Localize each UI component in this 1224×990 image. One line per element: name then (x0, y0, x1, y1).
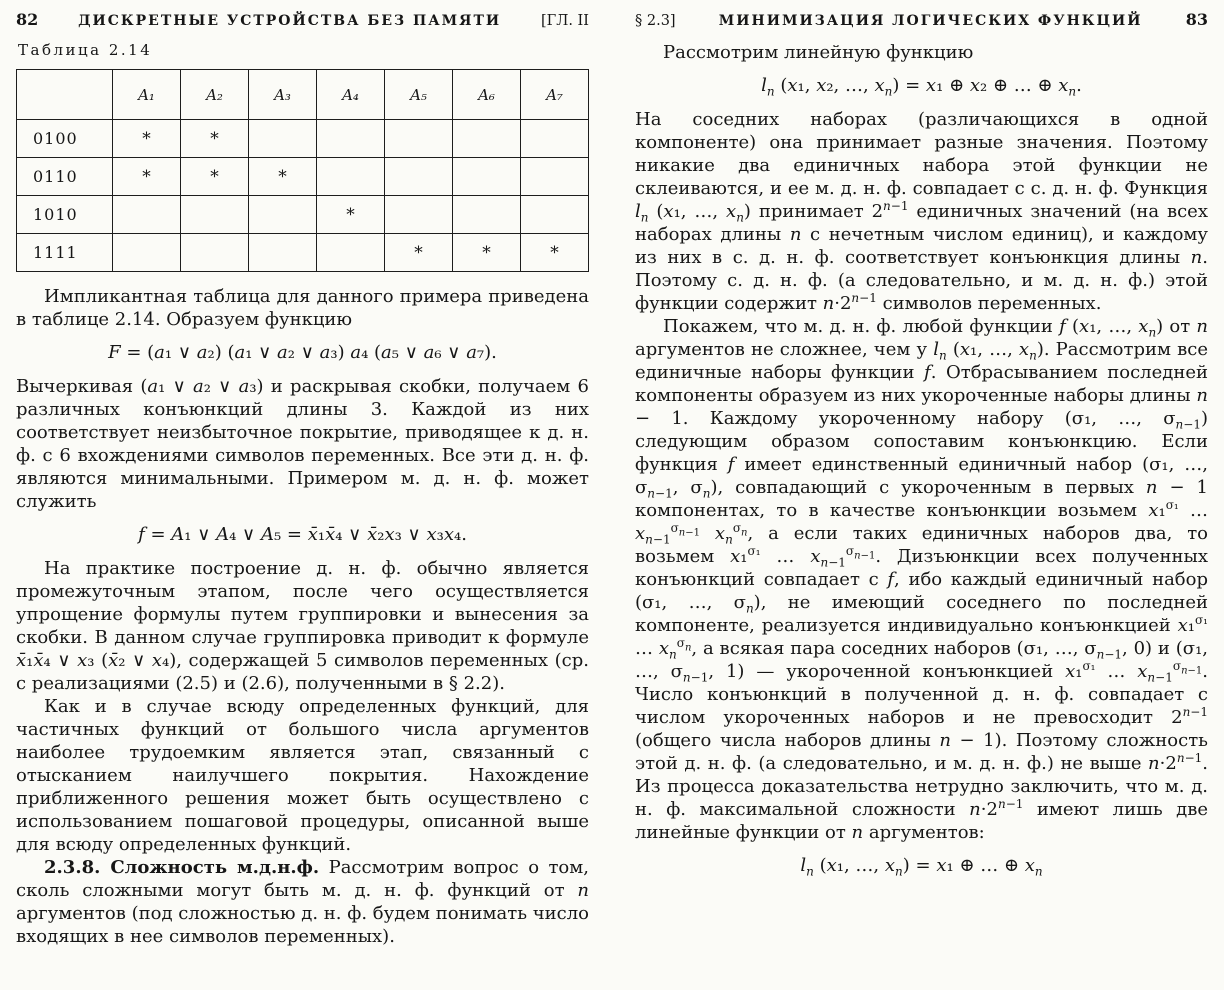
table-header-cell-a2: A₂ (181, 70, 249, 120)
mark-cell (249, 234, 317, 272)
table-row (17, 234, 589, 272)
mark-cell (453, 158, 521, 196)
mark-cell: * (317, 196, 385, 234)
chapter-ref: [ГЛ. II (540, 13, 589, 29)
mark-cell: * (113, 158, 181, 196)
mark-cell: * (385, 234, 453, 272)
table-header-row (17, 70, 589, 120)
mark-cell (453, 120, 521, 158)
right-running-title: МИНИМИЗАЦИЯ ЛОГИЧЕСКИХ ФУНКЦИЙ (718, 13, 1143, 29)
display-formula-ln: $l_n$ (x₁, x₂, …, $x_n) = x_1$ ⊕ x₂ ⊕ … ⊕ $x_n$. (761, 75, 1082, 99)
paragraph-linear: Рассмотрим линейную функцию (663, 42, 974, 63)
mark-cell (453, 196, 521, 234)
mark-cell (317, 234, 385, 272)
table-header-cell-empty (17, 70, 113, 120)
mark-cell: * (181, 120, 249, 158)
mark-cell (181, 196, 249, 234)
implicant-table (16, 69, 589, 272)
row-label-cell: 0100 (17, 120, 113, 158)
mark-cell: * (181, 158, 249, 196)
mark-cell (113, 196, 181, 234)
mark-cell (249, 196, 317, 234)
paragraph-complexity: 2.3.8. Сложность м.д.н.ф. Рассмотрим вопрос о том, сколь сложными могут быть м. д. н. ф. функций от n аргументов (под сложностью д. н. ф. будем понимать число входящих в нее символов переменных). (16, 857, 589, 947)
row-label-cell: 1111 (17, 234, 113, 272)
mark-cell (317, 120, 385, 158)
right-page-header (635, 10, 1208, 29)
table-header-cell-a3: A₃ (249, 70, 317, 120)
left-page (16, 10, 589, 990)
paragraph-practice: На практике построение д. н. ф. обычно является промежуточным этапом, после чего осуществляется упрощение формулы путем группировки и вынесения за скобки. В данном случае группировка приводит к формуле x̄₁x̄₄ ∨ x₃ (x̄₂ ∨ x₄), содержащей 5 символов переменных (ср. с реализациями (2.5) и (2.6), полученными в § 2.2). (16, 558, 589, 694)
table-header-cell-a1: A₁ (113, 70, 181, 120)
mark-cell (317, 158, 385, 196)
paragraph-proof: Покажем, что м. д. н. ф. любой функции f (x₁, …, $x_n$) от n аргументов не сложнее, чем у $l_n$ (x₁, …, $x_n$). Рассмотрим все единичные наборы функции f. Отбрасыванием последней компоненты образуем из них укороченные наборы длины n − 1. Каждому укороченному набору (σ₁, …, $\sigma_{n-1}$) следующим образом сопоставим конъюнкцию. Если функция f имеет единственный единичный набор (σ₁, …, $\sigma_{n-1}$, $\sigma_n$), совпадающий с укороченным в первых n − 1 компонентах, то в качестве конъюнкции возьмем x₁$^{\sigma_1}$ … $x_{n-1}^{\sigma_{n-1}}$ $x_n^{\sigma_n}$, а если таких единичных наборов два, то возьмем x₁$^{\sigma_1}$ … $x_{n-1}^{\sigma_{n-1}}$. Дизъюнкции всех полученных конъюнкций совпадает с f, ибо каждый единичный набор (σ₁, …, $\sigma_n$), не имеющий соседнего по последней компоненте, реализуется индивидуально конъюнкцией x₁$^{\sigma_1}$ … $x_n^{\sigma_n}$, а всякая пара соседних наборов (σ₁, …, $\sigma_{n-1}$, 0) и (σ₁, …, $\sigma_{n-1}$, 1) — укороченной конъюнкцией x₁$^{\sigma_1}$ … $x_{n-1}^{\sigma_{n-1}}$. Число конъюнкций в полученной д. н. ф. совпадает с числом укороченных наборов и не превосходит $2^{n-1}$ (общего числа наборов длины n − 1). Поэтому сложность этой д. н. ф. (а следовательно, и м. д. н. ф.) не выше $n\cdot 2^{n-1}$. Из процесса доказательства нетрудно заключить, что м. д. н. ф. максимальной сложности $n\cdot 2^{n-1}$ имеют лишь две линейные функции от n аргументов: (635, 316, 1209, 843)
paragraph-crossing: Вычеркивая (a₁ ∨ a₂ ∨ a₃) и раскрывая скобки, получаем 6 различных конъюнкций длины 3. Каждой из них соответствует неизбыточное покрытие, приводящее к д. н. ф. с 6 вхождениями символов переменных. Все эти д. н. ф. являются минимальными. Примером м. д. н. ф. может служить (16, 376, 589, 512)
table-header-cell-a5: A₅ (385, 70, 453, 120)
mark-cell (385, 196, 453, 234)
mark-cell (181, 234, 249, 272)
row-label-cell: 1010 (17, 196, 113, 234)
right-page (635, 10, 1208, 990)
mark-cell (521, 120, 589, 158)
mark-cell: * (521, 234, 589, 272)
row-label-cell: 0110 (17, 158, 113, 196)
mark-cell (521, 158, 589, 196)
table-header-cell-a4: A₄ (317, 70, 385, 120)
mark-cell (385, 158, 453, 196)
left-page-header (16, 10, 589, 29)
paragraph-case: Как и в случае всюду определенных функций, для частичных функций от большого числа аргументов наиболее трудоемким является этап, связанный с отысканием наилучшего покрытия. Нахождение приближенного решения может быть осуществлено с использованием пошаговой процедуры, описанной выше для всюду определенных функций. (16, 696, 589, 855)
mark-cell (385, 120, 453, 158)
table-row (17, 158, 589, 196)
mark-cell (249, 120, 317, 158)
display-formula-ln2: $l_n$ (x₁, …, $x_n) = x_1$ ⊕ … ⊕ $x_n$ (800, 855, 1043, 879)
mark-cell (113, 234, 181, 272)
left-page-number: 82 (16, 10, 39, 29)
mark-cell (521, 196, 589, 234)
mark-cell: * (249, 158, 317, 196)
table-caption: Таблица 2.14 (18, 41, 153, 59)
left-running-title: ДИСКРЕТНЫЕ УСТРОЙСТВА БЕЗ ПАМЯТИ (78, 13, 502, 29)
mark-cell: * (113, 120, 181, 158)
right-page-number: 83 (1185, 10, 1208, 29)
table-header-cell-a6: A₆ (453, 70, 521, 120)
display-formula-F: F = (a₁ ∨ a₂) (a₁ ∨ a₂ ∨ a₃) a₄ (a₅ ∨ a₆ ∨ a₇). (108, 342, 497, 363)
display-formula-f: f = A₁ ∨ A₄ ∨ A₅ = x̄₁x̄₄ ∨ x̄₂x₃ ∨ x₃x₄. (138, 524, 467, 545)
paragraph-adjacent: На соседних наборах (различающихся в одной компоненте) она принимает разные значения. Поэтому никакие два единичных набора этой функции не склеиваются, и ее м. д. н. ф. совпадает с с. д. н. ф. Функция $l_n$ (x₁, …, $x_n$) принимает $2^{n-1}$ единичных значений (на всех наборах длины n с нечетным числом единиц), и каждому из них в с. д. н. ф. соответствует конъюнкция длины n. Поэтому с. д. н. ф. (а следовательно, и м. д. н. ф.) этой функции содержит $n\cdot 2^{n-1}$ символов переменных. (635, 109, 1208, 314)
table-row (17, 120, 589, 158)
section-ref: § 2.3] (635, 13, 676, 29)
table-row (17, 196, 589, 234)
paragraph-intro: Импликантная таблица для данного примера приведена в таблице 2.14. Образуем функцию (16, 286, 589, 330)
table-header-cell-a7: A₇ (521, 70, 589, 120)
mark-cell: * (453, 234, 521, 272)
